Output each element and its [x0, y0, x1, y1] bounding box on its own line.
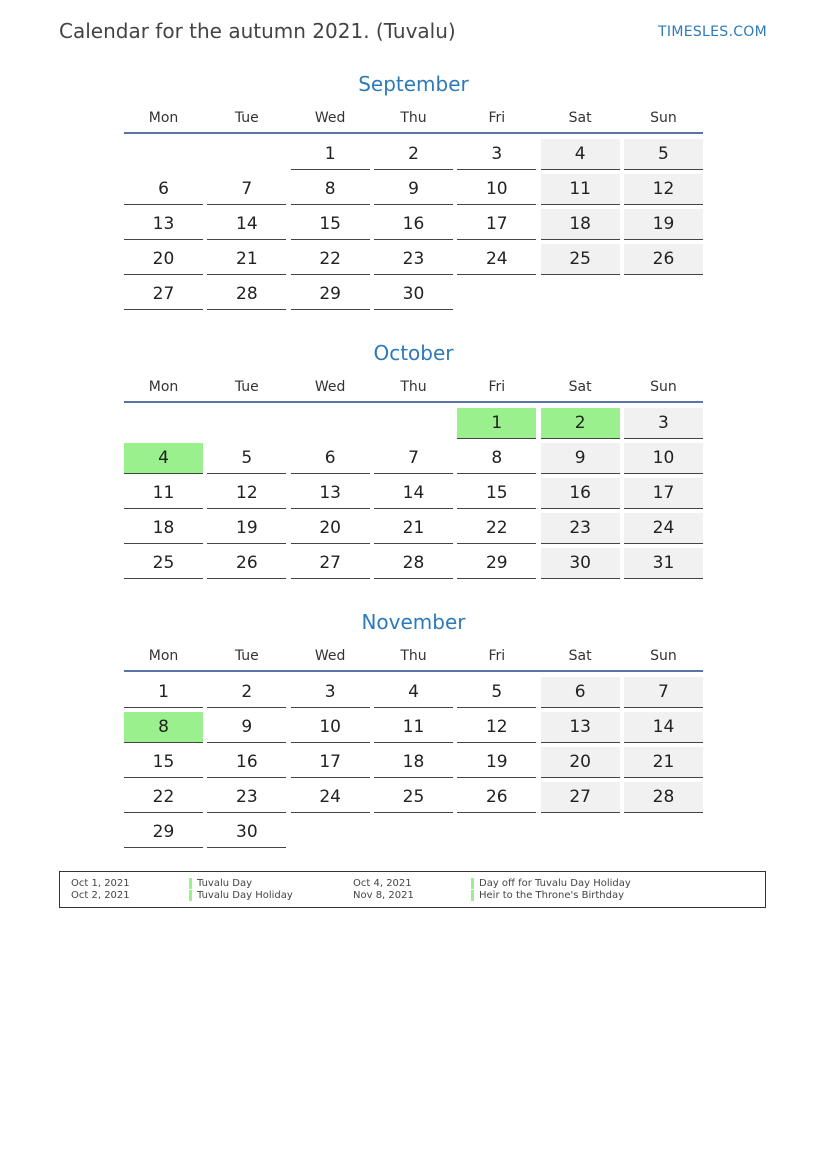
holiday-legend — [59, 871, 766, 908]
day-cell[interactable]: 22 — [457, 513, 536, 544]
day-cell[interactable]: 4 — [374, 677, 453, 708]
day-cell[interactable]: 17 — [457, 209, 536, 240]
holiday-day-cell[interactable]: 8 — [124, 712, 203, 743]
day-cell[interactable]: 21 — [374, 513, 453, 544]
day-cell[interactable]: 21 — [207, 244, 286, 275]
day-cell[interactable]: 15 — [457, 478, 536, 509]
day-cell[interactable]: 18 — [374, 747, 453, 778]
weekday-label: Tue — [234, 110, 259, 126]
day-cell[interactable]: 10 — [291, 712, 370, 743]
day-cell[interactable]: 20 — [541, 747, 620, 778]
day-cell[interactable]: 28 — [207, 279, 286, 310]
legend-date: Oct 4, 2021 — [353, 878, 412, 889]
day-cell[interactable]: 11 — [124, 478, 203, 509]
empty-cell — [207, 139, 286, 170]
day-cell[interactable]: 20 — [124, 244, 203, 275]
day-cell[interactable]: 12 — [624, 174, 703, 205]
weekday-label: Thu — [400, 110, 427, 126]
month-september — [124, 70, 703, 310]
day-cell[interactable]: 12 — [207, 478, 286, 509]
month-name: September — [358, 72, 469, 96]
day-cell[interactable]: 3 — [457, 139, 536, 170]
day-cell[interactable]: 6 — [291, 443, 370, 474]
empty-cell — [124, 408, 203, 439]
weekday-label: Sun — [650, 648, 677, 664]
day-grid — [124, 677, 703, 848]
day-cell[interactable]: 19 — [457, 747, 536, 778]
legend-holiday-name: Tuvalu Day Holiday — [197, 890, 293, 901]
weekday-label: Sat — [568, 379, 592, 395]
day-cell[interactable]: 24 — [624, 513, 703, 544]
weekday-label: Sat — [568, 648, 592, 664]
day-cell[interactable]: 14 — [624, 712, 703, 743]
day-cell[interactable]: 29 — [457, 548, 536, 579]
day-cell[interactable]: 16 — [207, 747, 286, 778]
day-cell[interactable]: 25 — [374, 782, 453, 813]
day-cell[interactable]: 1 — [291, 139, 370, 170]
day-cell[interactable]: 30 — [374, 279, 453, 310]
day-cell[interactable]: 18 — [541, 209, 620, 240]
weekday-label: Mon — [148, 379, 179, 395]
day-cell[interactable]: 27 — [541, 782, 620, 813]
legend-date: Nov 8, 2021 — [353, 890, 414, 901]
day-cell[interactable]: 12 — [457, 712, 536, 743]
day-grid — [124, 139, 703, 310]
month-november — [124, 608, 703, 848]
weekday-label: Wed — [314, 379, 346, 395]
day-cell[interactable]: 9 — [374, 174, 453, 205]
weekday-label: Wed — [314, 110, 346, 126]
day-cell[interactable]: 16 — [541, 478, 620, 509]
day-cell[interactable]: 25 — [124, 548, 203, 579]
day-cell[interactable]: 11 — [374, 712, 453, 743]
day-cell[interactable]: 20 — [291, 513, 370, 544]
day-cell[interactable]: 1 — [124, 677, 203, 708]
day-cell[interactable]: 19 — [207, 513, 286, 544]
day-cell[interactable]: 24 — [457, 244, 536, 275]
empty-cell — [207, 408, 286, 439]
month-name: October — [373, 341, 454, 365]
day-cell[interactable]: 11 — [541, 174, 620, 205]
holiday-color-marker — [189, 890, 192, 901]
day-cell[interactable]: 24 — [291, 782, 370, 813]
weekday-label: Mon — [148, 110, 179, 126]
day-cell[interactable]: 23 — [207, 782, 286, 813]
day-cell[interactable]: 26 — [457, 782, 536, 813]
day-cell[interactable]: 16 — [374, 209, 453, 240]
holiday-color-marker — [471, 890, 474, 901]
holiday-day-cell[interactable]: 1 — [457, 408, 536, 439]
day-cell[interactable]: 7 — [374, 443, 453, 474]
day-cell[interactable]: 26 — [207, 548, 286, 579]
day-cell[interactable]: 2 — [374, 139, 453, 170]
empty-cell — [124, 139, 203, 170]
day-cell[interactable]: 5 — [207, 443, 286, 474]
day-cell[interactable]: 17 — [291, 747, 370, 778]
day-cell[interactable]: 4 — [541, 139, 620, 170]
empty-cell — [291, 408, 370, 439]
day-cell[interactable]: 6 — [124, 174, 203, 205]
day-cell[interactable]: 5 — [624, 139, 703, 170]
day-cell[interactable]: 29 — [291, 279, 370, 310]
day-cell[interactable]: 10 — [457, 174, 536, 205]
weekday-label: Fri — [488, 110, 506, 126]
day-cell[interactable]: 31 — [624, 548, 703, 579]
holiday-color-marker — [471, 878, 474, 889]
day-cell[interactable]: 19 — [624, 209, 703, 240]
weekday-header — [124, 642, 703, 672]
month-name: November — [361, 610, 466, 634]
day-cell[interactable]: 18 — [124, 513, 203, 544]
day-cell[interactable]: 22 — [124, 782, 203, 813]
day-cell[interactable]: 7 — [207, 174, 286, 205]
weekday-label: Thu — [400, 648, 427, 664]
legend-holiday-name: Day off for Tuvalu Day Holiday — [479, 878, 631, 889]
day-cell[interactable]: 8 — [291, 174, 370, 205]
weekday-label: Sat — [568, 110, 592, 126]
legend-date: Oct 2, 2021 — [71, 890, 130, 901]
day-cell[interactable]: 15 — [291, 209, 370, 240]
day-cell[interactable]: 13 — [541, 712, 620, 743]
weekday-label: Tue — [234, 648, 259, 664]
day-cell[interactable]: 27 — [291, 548, 370, 579]
day-cell[interactable]: 28 — [374, 548, 453, 579]
weekday-label: Sun — [650, 379, 677, 395]
weekday-label: Tue — [234, 379, 259, 395]
day-cell[interactable]: 25 — [541, 244, 620, 275]
day-grid — [124, 408, 703, 579]
day-cell[interactable]: 29 — [124, 817, 203, 848]
day-cell[interactable]: 3 — [624, 408, 703, 439]
holiday-day-cell[interactable]: 2 — [541, 408, 620, 439]
day-cell[interactable]: 3 — [291, 677, 370, 708]
day-cell[interactable]: 22 — [291, 244, 370, 275]
weekday-label: Sun — [650, 110, 677, 126]
day-cell[interactable]: 26 — [624, 244, 703, 275]
site-link[interactable]: TIMESLES.COM — [658, 24, 767, 40]
day-cell[interactable]: 15 — [124, 747, 203, 778]
weekday-label: Thu — [400, 379, 427, 395]
day-cell[interactable]: 9 — [207, 712, 286, 743]
holiday-day-cell[interactable]: 4 — [124, 443, 203, 474]
day-cell[interactable]: 6 — [541, 677, 620, 708]
day-cell[interactable]: 21 — [624, 747, 703, 778]
day-cell[interactable]: 7 — [624, 677, 703, 708]
legend-holiday-name: Heir to the Throne's Birthday — [479, 890, 625, 901]
weekday-header — [124, 373, 703, 403]
day-cell[interactable]: 8 — [457, 443, 536, 474]
weekday-label: Mon — [148, 648, 179, 664]
day-cell[interactable]: 10 — [624, 443, 703, 474]
day-cell[interactable]: 14 — [374, 478, 453, 509]
weekday-label: Fri — [488, 648, 506, 664]
weekday-header — [124, 104, 703, 134]
day-cell[interactable]: 14 — [207, 209, 286, 240]
empty-cell — [374, 408, 453, 439]
day-cell[interactable]: 23 — [541, 513, 620, 544]
day-cell[interactable]: 23 — [374, 244, 453, 275]
day-cell[interactable]: 5 — [457, 677, 536, 708]
day-cell[interactable]: 17 — [624, 478, 703, 509]
legend-holiday-name: Tuvalu Day — [197, 878, 253, 889]
day-cell[interactable]: 2 — [207, 677, 286, 708]
day-cell[interactable]: 28 — [624, 782, 703, 813]
page-title: Calendar for the autumn 2021. (Tuvalu) — [59, 19, 456, 43]
weekday-label: Fri — [488, 379, 506, 395]
day-cell[interactable]: 30 — [207, 817, 286, 848]
holiday-color-marker — [189, 878, 192, 889]
day-cell[interactable]: 27 — [124, 279, 203, 310]
day-cell[interactable]: 9 — [541, 443, 620, 474]
day-cell[interactable]: 30 — [541, 548, 620, 579]
legend-date: Oct 1, 2021 — [71, 878, 130, 889]
day-cell[interactable]: 13 — [291, 478, 370, 509]
month-october — [124, 339, 703, 579]
weekday-label: Wed — [314, 648, 346, 664]
day-cell[interactable]: 13 — [124, 209, 203, 240]
